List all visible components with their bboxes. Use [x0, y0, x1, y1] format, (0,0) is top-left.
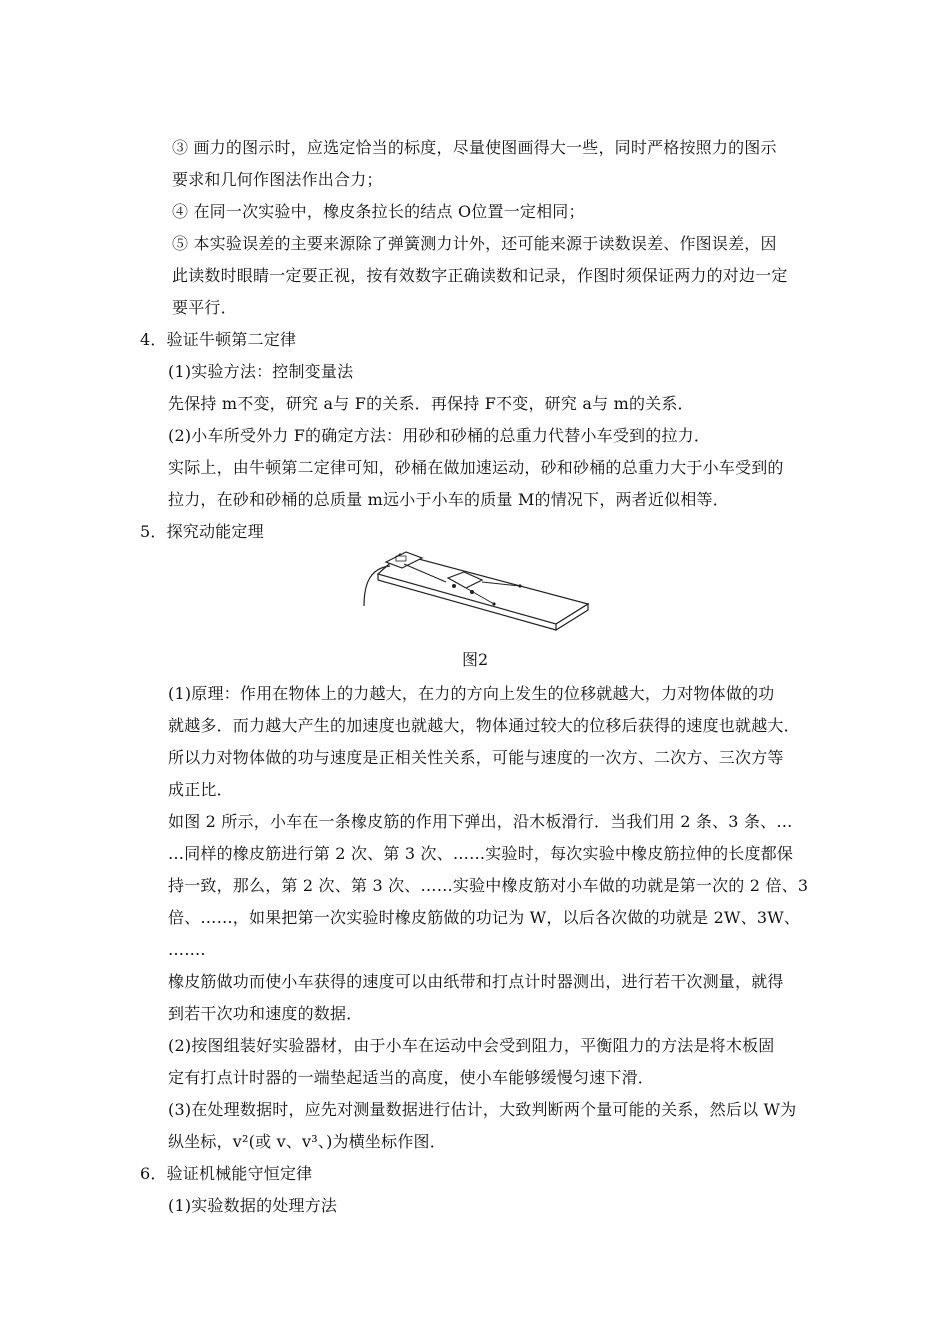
- text-line: ⑤ 本实验误差的主要来源除了弹簧测力计外，还可能来源于读数误差、作图误差，因: [172, 234, 777, 253]
- text-line: (1)实验数据的处理方法: [168, 1196, 338, 1215]
- text-line: 如图 2 所示，小车在一条橡皮筋的作用下弹出，沿木板滑行．当我们用 2 条、3 条、…: [168, 812, 793, 831]
- text-line: 此读数时眼睛一定要正视，按有效数字正确读数和记录，作图时须保证两力的对边一定: [172, 266, 788, 285]
- text-line: 倍、……，如果把第一次实验时橡皮筋做的功记为 W，以后各次做的功就是 2W、3W、: [168, 908, 801, 927]
- text-line: 纵坐标，v²(或 v、v³、)为横坐标作图．: [168, 1132, 446, 1151]
- text-line: (3)在处理数据时，应先对测量数据进行估计，大致判断两个量可能的关系，然后以 W为: [168, 1100, 797, 1119]
- section-heading-6: 6．验证机械能守恒定律: [140, 1164, 313, 1183]
- text-line: 持一致，那么，第 2 次、第 3 次、……实验中橡皮筋对小车做的功就是第一次的 2 倍、3: [168, 876, 809, 895]
- section-heading-4: 4．验证牛顿第二定律: [140, 330, 297, 349]
- text-line: 要平行．: [172, 298, 237, 317]
- text-line: 成正比．: [168, 780, 233, 799]
- text-line: 拉力，在砂和砂桶的总质量 m远小于小车的质量 M的情况下，两者近似相等．: [168, 490, 729, 509]
- text-line: ④ 在同一次实验中，橡皮条拉长的结点 O位置一定相同；: [172, 202, 585, 221]
- text-line: …同样的橡皮筋进行第 2 次、第 3 次、……实验时，每次实验中橡皮筋拉伸的长度都保: [168, 844, 794, 863]
- experiment-apparatus-figure: [360, 544, 590, 634]
- text-line: 实际上，由牛顿第二定律可知，砂桶在做加速运动，砂和砂桶的总重力大于小车受到的: [168, 458, 784, 477]
- text-line: 到若干次功和速度的数据．: [168, 1004, 363, 1023]
- text-line: 就越多．而力越大产生的加速度也就越大，物体通过较大的位移后获得的速度也就越大．: [168, 716, 800, 735]
- section-heading-5: 5．探究动能定理: [140, 522, 264, 541]
- text-line: (1)实验方法：控制变量法: [168, 362, 354, 381]
- text-line: (2)小车所受外力 F的确定方法：用砂和砂桶的总重力代替小车受到的拉力．: [168, 426, 711, 445]
- text-line: (1)原理：作用在物体上的力越大，在力的方向上发生的位移就越大，力对物体做的功: [168, 684, 775, 703]
- text-line: 定有打点计时器的一端垫起适当的高度，使小车能够缓慢匀速下滑．: [168, 1068, 655, 1087]
- text-line: 要求和几何作图法作出合力；: [172, 170, 383, 189]
- text-line: 所以力对物体做的功与速度是正相关性关系，可能与速度的一次方、二次方、三次方等: [168, 748, 784, 767]
- text-line: 橡皮筋做功而使小车获得的速度可以由纸带和打点计时器测出，进行若干次测量，就得: [168, 972, 784, 991]
- text-line: (2)按图组装好实验器材，由于小车在运动中会受到阻力，平衡阻力的方法是将木板固: [168, 1036, 775, 1055]
- figure-caption: 图2: [462, 650, 489, 669]
- text-line: ③ 画力的图示时，应选定恰当的标度，尽量使图画得大一些，同时严格按照力的图示: [172, 138, 777, 157]
- text-line: 先保持 m不变，研究 a与 F的关系．再保持 F不变，研究 a与 m的关系．: [168, 394, 694, 413]
- text-line: …….: [168, 940, 206, 959]
